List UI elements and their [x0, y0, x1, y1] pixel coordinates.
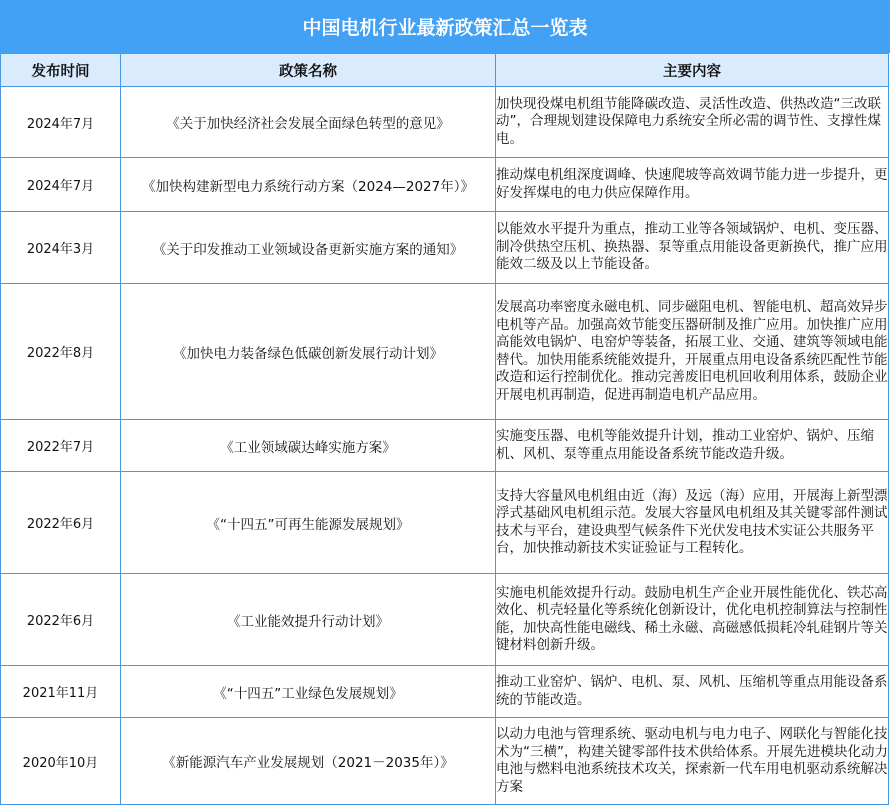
cell-date: 2024年3月: [1, 212, 121, 284]
cell-policy-name: 《工业能效提升行动计划》: [121, 574, 496, 666]
cell-policy-name: 《“十四五”可再生能源发展规划》: [121, 472, 496, 574]
table-row: [1, 472, 889, 574]
cell-content: 以动力电池与管理系统、驱动电机与电力电子、网联化与智能化技术为“三横”，构建关键零部件技术供给体系。开展先进模块化动力电池与燃料电池系统技术攻关，探索新一代车用电机驱动系统解决方案: [496, 718, 889, 805]
cell-content: 以能效水平提升为重点，推动工业等各领域锅炉、电机、变压器、制冷供热空压机、换热器、泵等重点用能设备更新换代，推广应用能效二级及以上节能设备。: [496, 212, 889, 284]
cell-content: 支持大容量风电机组由近（海）及远（海）应用，开展海上新型漂浮式基础风电机组示范。发展大容量风电机组及其关键零部件测试技术与平台，建设典型气候条件下光伏发电技术实证公共服务平台，加快推动新技术实证验证与工程转化。: [496, 472, 889, 574]
cell-policy-name: 《加快电力装备绿色低碳创新发展行动计划》: [121, 284, 496, 420]
cell-date: 2024年7月: [1, 87, 121, 158]
cell-policy-name: 《新能源汽车产业发展规划（2021－2035年）》: [121, 718, 496, 805]
column-header-date: 发布时间: [1, 54, 121, 87]
cell-content: 实施电机能效提升行动。鼓励电机生产企业开展性能优化、铁芯高效化、机壳轻量化等系统化创新设计，优化电机控制算法与控制性能，加快高性能电磁线、稀土永磁、高磁感低损耗冷轧硅钢片等关键材料创新升级。: [496, 574, 889, 666]
table-row: [1, 212, 889, 284]
cell-date: 2020年10月: [1, 718, 121, 805]
cell-date: 2022年7月: [1, 420, 121, 472]
cell-content: 加快现役煤电机组节能降碳改造、灵活性改造、供热改造“三改联动”，合理规划建设保障电力系统安全所必需的调节性、支撑性煤电。: [496, 87, 889, 158]
cell-date: 2022年6月: [1, 574, 121, 666]
policy-table: [0, 53, 889, 805]
table-row: [1, 87, 889, 158]
table-header-row: [1, 54, 889, 87]
cell-date: 2022年8月: [1, 284, 121, 420]
cell-date: 2021年11月: [1, 666, 121, 718]
cell-date: 2022年6月: [1, 472, 121, 574]
cell-content: 发展高功率密度永磁电机、同步磁阻电机、智能电机、超高效异步电机等产品。加强高效节能变压器研制及推广应用。加快推广应用高能效电锅炉、电窑炉等装备，拓展工业、交通、建筑等领域电能替代。加快用能系统能效提升，开展重点用电设备系统匹配性节能改造和运行控制优化。推动完善废旧电机回收利用体系，鼓励企业开展电机再制造，促进再制造电机产品应用。: [496, 284, 889, 420]
cell-content: 推动煤电机组深度调峰、快速爬坡等高效调节能力进一步提升，更好发挥煤电的电力供应保障作用。: [496, 158, 889, 212]
table-row: [1, 666, 889, 718]
cell-policy-name: 《关于印发推动工业领域设备更新实施方案的通知》: [121, 212, 496, 284]
cell-date: 2024年7月: [1, 158, 121, 212]
cell-content: 实施变压器、电机等能效提升计划，推动工业窑炉、锅炉、压缩机、风机、泵等重点用能设备系统节能改造升级。: [496, 420, 889, 472]
page-title: 中国电机行业最新政策汇总一览表: [0, 0, 890, 53]
cell-content: 推动工业窑炉、锅炉、电机、泵、风机、压缩机等重点用能设备系统的节能改造。: [496, 666, 889, 718]
cell-policy-name: 《“十四五”工业绿色发展规划》: [121, 666, 496, 718]
column-header-content: 主要内容: [496, 54, 889, 87]
table-row: [1, 718, 889, 805]
cell-policy-name: 《关于加快经济社会发展全面绿色转型的意见》: [121, 87, 496, 158]
table-row: [1, 420, 889, 472]
cell-policy-name: 《工业领域碳达峰实施方案》: [121, 420, 496, 472]
column-header-policy-name: 政策名称: [121, 54, 496, 87]
table-row: [1, 284, 889, 420]
table-row: [1, 158, 889, 212]
table-row: [1, 574, 889, 666]
cell-policy-name: 《加快构建新型电力系统行动方案（2024—2027年）》: [121, 158, 496, 212]
